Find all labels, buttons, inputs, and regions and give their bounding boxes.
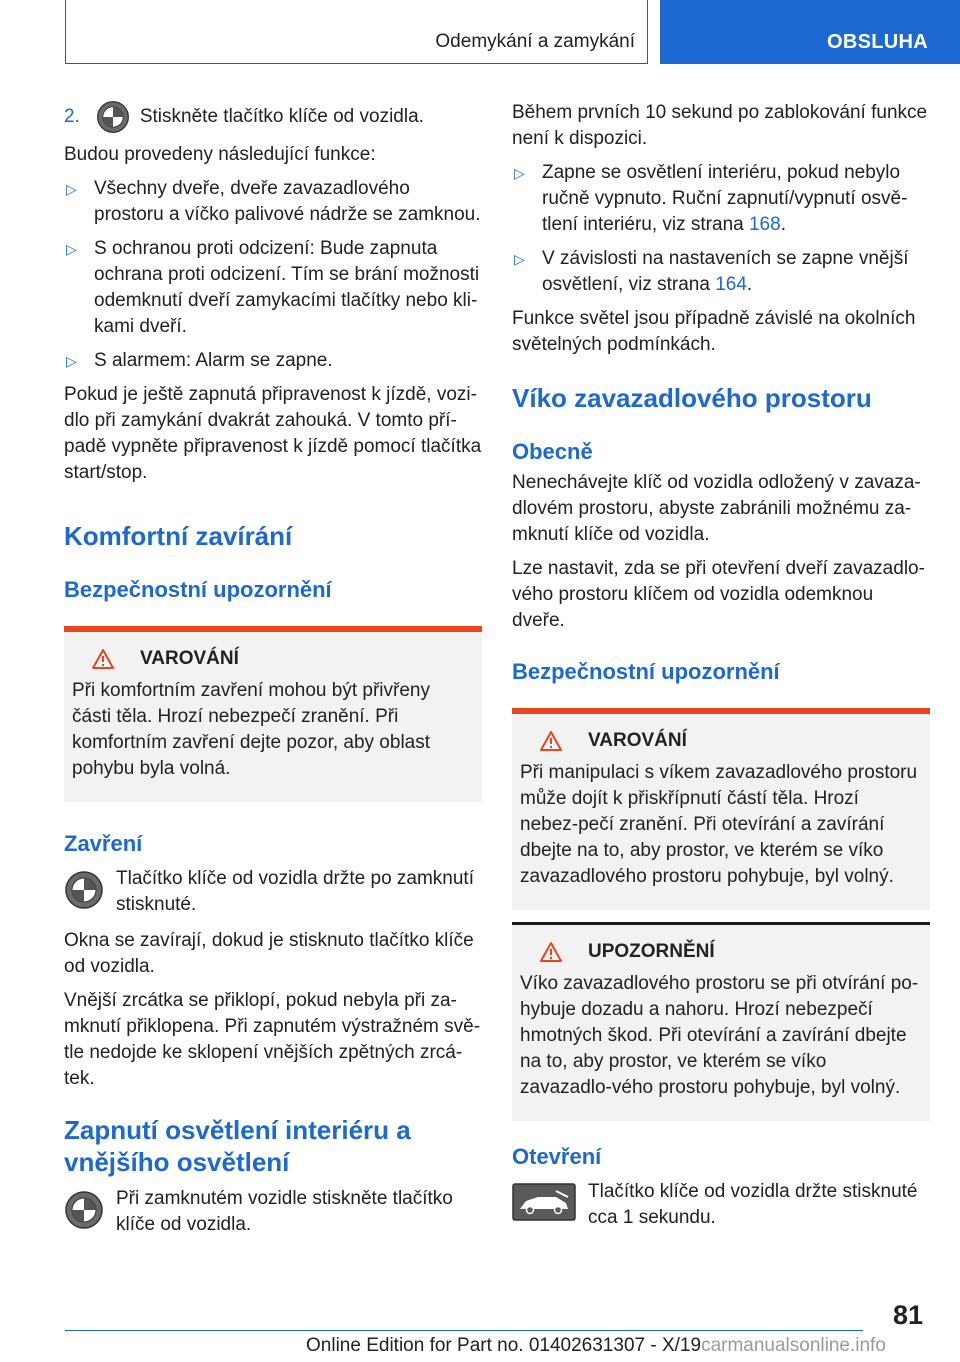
step-text: Stiskněte tlačítko klíče od vozidla. — [139, 106, 424, 127]
header-chapter-title: OBSLUHA — [827, 31, 928, 53]
header-section-title: Odemykání a zamykání — [435, 31, 635, 52]
footer-divider — [65, 1330, 863, 1331]
heading-comfort-closing: Komfortní zavírání — [64, 521, 293, 551]
heading-general: Obecně — [512, 439, 593, 464]
bullet-triangle-icon: ▷ — [66, 353, 77, 369]
page-link-164[interactable]: 164 — [715, 274, 747, 295]
tailgate-key-icon — [512, 1183, 576, 1221]
first-10-seconds-text: Během prvních 10 sekund po zablokování funkce není k dispozici. — [512, 102, 928, 149]
list-item: ▷ S alarmem: Alarm se zapne. — [64, 348, 482, 374]
bullet-triangle-icon: ▷ — [66, 181, 77, 197]
heading-opening: Otevření — [512, 1144, 602, 1169]
header-chapter-box — [660, 0, 960, 64]
bmw-key-icon — [64, 870, 104, 910]
bullet-triangle-icon: ▷ — [66, 241, 77, 257]
general-text-1: Nenechávejte klíč od vozidla odložený v zavaza-dlovém prostoru, abyste zabránili možnému za-mknutí klíče od vozidla. — [512, 472, 921, 545]
warning-box — [512, 708, 930, 910]
heading-lighting-on: Zapnutí osvětlení interiéru a vnějšího osvětlení — [64, 1115, 411, 1177]
opening-key-text: Tlačítko klíče od vozidla držte stisknuté cca 1 sekundu. — [588, 1181, 918, 1228]
right-column — [512, 100, 930, 1231]
notice-header — [540, 939, 922, 965]
light-conditions-text: Funkce světel jsou případně závislé na okolních světelných podmínkách. — [512, 308, 916, 355]
warning-title: VAROVÁNÍ — [588, 730, 687, 751]
bmw-key-icon — [64, 1190, 104, 1230]
closing-key-instruction — [64, 866, 482, 918]
general-text-2: Lze nastavit, zda se při otevření dveří zavazadlo-vého prostoru klíčem od vozidla odemknou dveře. — [512, 558, 925, 631]
list-item: ▷ V závislosti na nastaveních se zapne vnější osvětlení, viz strana 164. — [514, 248, 909, 295]
bullet-triangle-icon: ▷ — [514, 251, 525, 267]
heading-safety-notes-tailgate: Bezpečnostní upozornění — [512, 659, 780, 684]
warning-triangle-icon — [540, 731, 562, 751]
footer-edition — [306, 1335, 886, 1357]
watermark-text: carmanualsonline.info — [701, 1335, 886, 1356]
list-item: ▷ Zapne se osvětlení interiéru, pokud nebylo ručně vypnuto. Ruční zapnutí/vypnutí osvě-tlení interiéru, viz strana 168. — [514, 162, 908, 235]
closing-windows-text: Okna se zavírají, dokud je stisknuto tlačítko klíče od vozidla. — [64, 930, 474, 977]
lighting-key-instruction — [64, 1186, 482, 1238]
functions-intro: Budou provedeny následující funkce: — [64, 144, 376, 165]
warning-triangle-icon — [540, 942, 562, 962]
warning-header — [92, 646, 474, 672]
ready-to-drive-note: Pokud je ještě zapnutá připravenost k jízdě, vozi-dlo při zamykání dvakrát zahouká. V tomto pří-padě vypněte připravenost k jízdě pomocí tlačítka start/stop. — [64, 384, 482, 483]
header-section-box — [65, 0, 648, 64]
heading-tailgate: Víko zavazadlového prostoru — [512, 383, 872, 413]
left-column — [64, 100, 482, 1238]
warning-header — [540, 728, 922, 754]
list-item: ▷ Všechny dveře, dveře zavazadlového prostoru a víčko palivové nádrže se zamknou. — [66, 178, 481, 225]
page-number: 81 — [893, 1300, 924, 1330]
warning-triangle-icon — [92, 649, 114, 669]
opening-key-instruction — [512, 1179, 930, 1231]
notice-text: Víko zavazadlového prostoru se při otvírání po-hybuje dozadu a nahoru. Hrozí nebezpečí hmotných škod. Při otevírání a zavírání dbejte na to, aby prostor, ve kterém se víko zavazadlo-vého prostoru pohybuje, byl volný. — [520, 973, 919, 1098]
notice-box — [512, 922, 930, 1121]
bmw-key-icon — [96, 100, 130, 134]
step-number: 2. — [64, 106, 80, 127]
warning-text: Při komfortním zavření mohou být přivřeny části těla. Hrozí nebezpečí zranění. Při komfortním zavření dejte pozor, aby oblast pohybu byla volná. — [72, 680, 431, 779]
list-item: ▷ S ochranou proti odcizení: Bude zapnuta ochrana proti odcizení. Tím se brání možnosti odemknutí dveří zamykacími tlačítky nebo kli-kami dveří. — [66, 238, 480, 337]
warning-title: VAROVÁNÍ — [140, 648, 239, 669]
closing-mirrors-text: Vnější zrcátka se přiklopí, pokud nebyla při za-mknutí přiklopena. Při zapnutém výstražném svě-tle nedojde ke sklopení vnějších zpětných zrcá-tek. — [64, 990, 481, 1089]
heading-safety-notes: Bezpečnostní upozornění — [64, 577, 332, 602]
page-link-168[interactable]: 168 — [748, 214, 781, 235]
notice-title: UPOZORNĚNÍ — [588, 941, 715, 962]
edition-text: Online Edition for Part no. 01402631307 - X/19 — [306, 1335, 702, 1356]
warning-text: Při manipulaci s víkem zavazadlového prostoru může dojít k přiskřípnutí částí těla. Hrozí nebez-pečí zranění. Při otevírání a zavírání dbejte na to, aby prostor, ve kterém se víko zavazadlového prostoru pohybuje, byl volný. — [520, 762, 918, 887]
warning-box — [64, 626, 482, 802]
bullet-triangle-icon: ▷ — [514, 165, 525, 181]
heading-closing: Zavření — [64, 831, 143, 856]
lighting-key-text: Při zamknutém vozidle stiskněte tlačítko klíče od vozidla. — [116, 1188, 453, 1235]
step-2 — [64, 100, 482, 134]
closing-key-text: Tlačítko klíče od vozidla držte po zamknutí stisknuté. — [116, 868, 474, 915]
